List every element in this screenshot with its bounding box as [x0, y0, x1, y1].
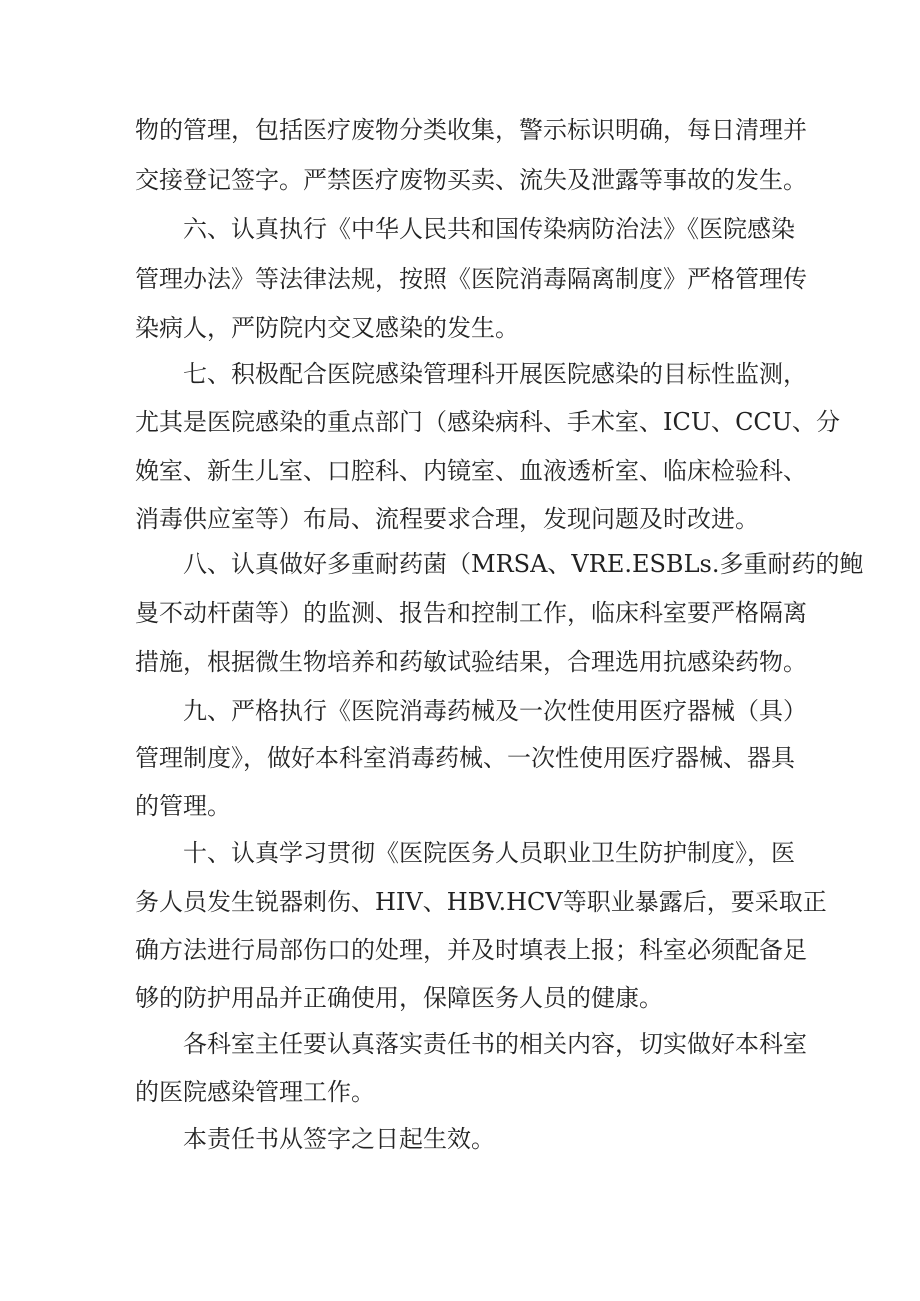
text-line: 的管理。	[135, 792, 231, 820]
text-line: 够的防护用品并正确使用，保障医务人员的健康。	[135, 984, 663, 1012]
text-line: 务人员发生锐器刺伤、HIV、HBV.HCV等职业暴露后，要采取正	[135, 888, 827, 916]
text-line: 交接登记签字。严禁医疗废物买卖、流失及泄露等事故的发生。	[135, 166, 807, 194]
text-line: 物的管理，包括医疗废物分类收集，警示标识明确，每日清理并	[135, 116, 807, 144]
text-line: 各科室主任要认真落实责任书的相关内容，切实做好本科室	[183, 1030, 807, 1058]
text-line: 八、认真做好多重耐药菌（MRSA、VRE.ESBLs.多重耐药的鲍	[183, 550, 864, 578]
text-line: 的医院感染管理工作。	[135, 1078, 375, 1106]
text-line: 九、严格执行《医院消毒药械及一次性使用医疗器械（具）	[183, 697, 807, 725]
text-line: 曼不动杆菌等）的监测、报告和控制工作，临床科室要严格隔离	[135, 599, 807, 627]
text-line: 本责任书从签字之日起生效。	[183, 1125, 495, 1153]
text-line: 消毒供应室等）布局、流程要求合理，发现问题及时改进。	[135, 505, 759, 533]
text-line: 管理制度》，做好本科室消毒药械、一次性使用医疗器械、器具	[135, 744, 795, 772]
text-line: 管理办法》等法律法规，按照《医院消毒隔离制度》严格管理传	[135, 265, 807, 293]
text-line: 六、认真执行《中华人民共和国传染病防治法》《医院感染	[183, 215, 795, 243]
text-line: 确方法进行局部伤口的处理，并及时填表上报；科室必须配备足	[135, 936, 807, 964]
text-line: 娩室、新生儿室、口腔科、内镜室、血液透析室、临床检验科、	[135, 457, 807, 485]
text-line: 措施，根据微生物培养和药敏试验结果，合理选用抗感染药物。	[135, 648, 807, 676]
text-line: 十、认真学习贯彻《医院医务人员职业卫生防护制度》，医	[183, 839, 795, 867]
text-line: 尤其是医院感染的重点部门（感染病科、手术室、ICU、CCU、分	[135, 408, 841, 436]
text-line: 七、积极配合医院感染管理科开展医院感染的目标性监测，	[183, 360, 807, 388]
text-line: 染病人，严防院内交叉感染的发生。	[135, 314, 519, 342]
